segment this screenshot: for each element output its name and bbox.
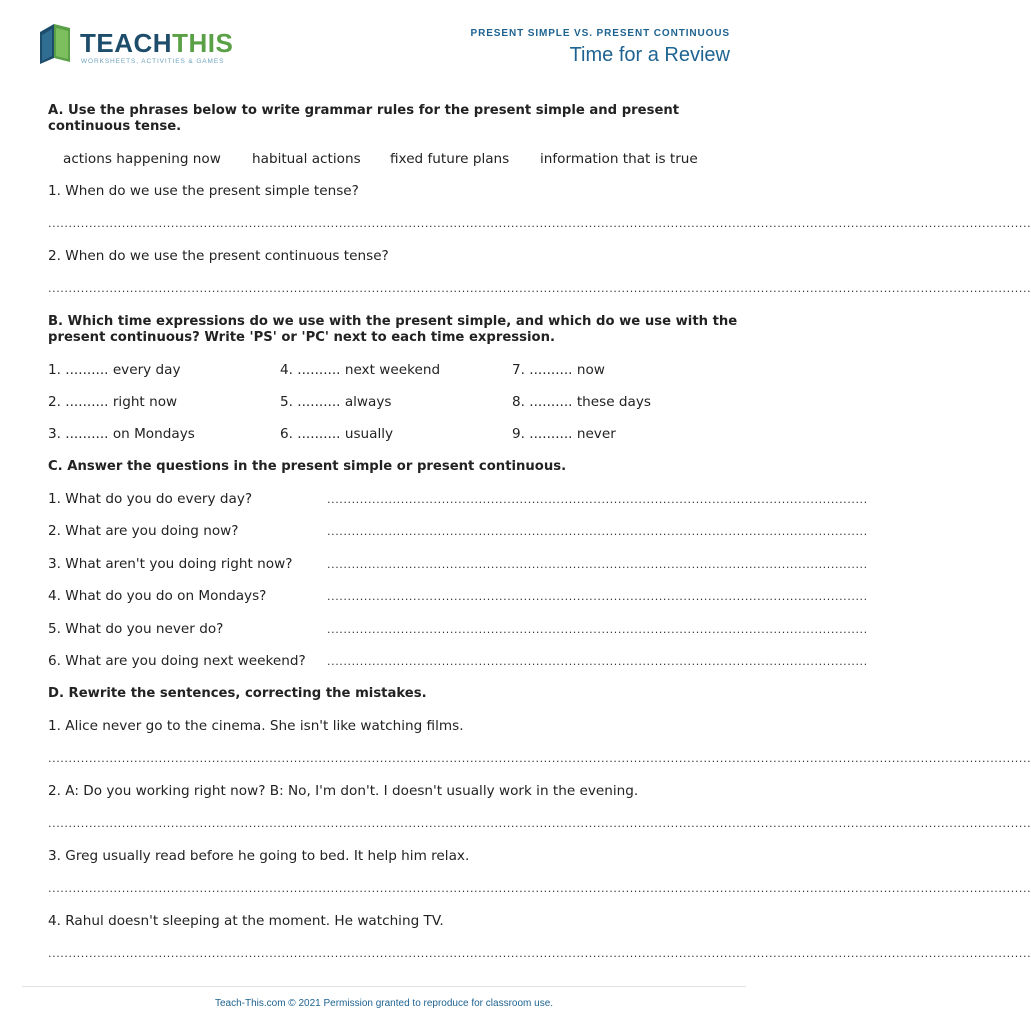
phrase-2: habitual actions (252, 151, 361, 167)
answer-line[interactable]: .................................................................................................................................... (327, 525, 868, 538)
phrase-4: information that is true (540, 151, 698, 167)
section-a-question-1: 1. When do we use the present simple tense? (48, 183, 359, 199)
answer-line[interactable]: ................................................................................................................................................................................................................................................ (48, 217, 1031, 230)
time-expression-item: 7. .......... now (512, 362, 605, 378)
answer-line[interactable]: ................................................................................................................................................................................................................................................ (48, 282, 1031, 295)
section-c-heading: C. Answer the questions in the present simple or present continuous. (48, 459, 567, 474)
answer-line[interactable]: .................................................................................................................................... (327, 558, 868, 571)
footer-divider (22, 986, 746, 987)
section-a-question-2: 2. When do we use the present continuous tense? (48, 248, 389, 264)
section-d-sentence: 1. Alice never go to the cinema. She isn't like watching films. (48, 718, 464, 734)
time-expression-item: 6. .......... usually (280, 426, 394, 442)
answer-line[interactable]: .................................................................................................................................... (327, 623, 868, 636)
time-expression-item: 8. .......... these days (512, 394, 651, 410)
section-d-sentence: 4. Rahul doesn't sleeping at the moment. He watching TV. (48, 913, 444, 929)
logo-text-teach: TEACH (80, 28, 173, 58)
section-d-sentence: 2. A: Do you working right now? B: No, I'm don't. I doesn't usually work in the evening. (48, 783, 639, 799)
book-icon (36, 22, 76, 66)
section-c-question: 3. What aren't you doing right now? (48, 556, 293, 572)
section-c-question: 4. What do you do on Mondays? (48, 588, 267, 604)
phrase-1: actions happening now (63, 151, 221, 167)
answer-line[interactable]: .................................................................................................................................... (327, 655, 868, 668)
answer-line[interactable]: ................................................................................................................................................................................................................................................ (48, 817, 1031, 830)
time-expression-item: 4. .......... next weekend (280, 362, 441, 378)
answer-line[interactable]: .................................................................................................................................... (327, 590, 868, 603)
section-c-question: 5. What do you never do? (48, 621, 224, 637)
time-expression-item: 3. .......... on Mondays (48, 426, 195, 442)
section-c-question: 2. What are you doing now? (48, 523, 239, 539)
teach-this-logo (36, 22, 236, 72)
section-c-question: 1. What do you do every day? (48, 491, 253, 507)
logo-tagline: WORKSHEETS, ACTIVITIES & GAMES (81, 58, 225, 65)
time-expression-item: 2. .......... right now (48, 394, 178, 410)
footer-copyright: Teach-This.com © 2021 Permission granted to reproduce for classroom use. (214, 998, 554, 1009)
answer-line[interactable]: ................................................................................................................................................................................................................................................ (48, 882, 1031, 895)
section-a-heading: A. Use the phrases below to write grammar rules for the present simple and present continuous tense. (48, 103, 680, 134)
logo-text-this: THIS (172, 28, 234, 58)
time-expression-item: 9. .......... never (512, 426, 616, 442)
time-expression-item: 1. .......... every day (48, 362, 181, 378)
section-d-heading: D. Rewrite the sentences, correcting the mistakes. (48, 686, 427, 701)
time-expression-item: 5. .......... always (280, 394, 392, 410)
page-title: Time for a Review (569, 44, 730, 66)
phrase-3: fixed future plans (390, 151, 510, 167)
answer-line[interactable]: ................................................................................................................................................................................................................................................ (48, 752, 1031, 765)
page-subtitle: PRESENT SIMPLE VS. PRESENT CONTINUOUS (470, 28, 730, 39)
answer-line[interactable]: ................................................................................................................................................................................................................................................ (48, 947, 1031, 960)
section-d-sentence: 3. Greg usually read before he going to bed. It help him relax. (48, 848, 470, 864)
section-b-heading: B. Which time expressions do we use with the present simple, and which do we use with the present continuous? Write 'PS' or 'PC' next to each time expression. (48, 314, 738, 345)
section-c-question: 6. What are you doing next weekend? (48, 653, 306, 669)
answer-line[interactable]: .................................................................................................................................... (327, 493, 868, 506)
